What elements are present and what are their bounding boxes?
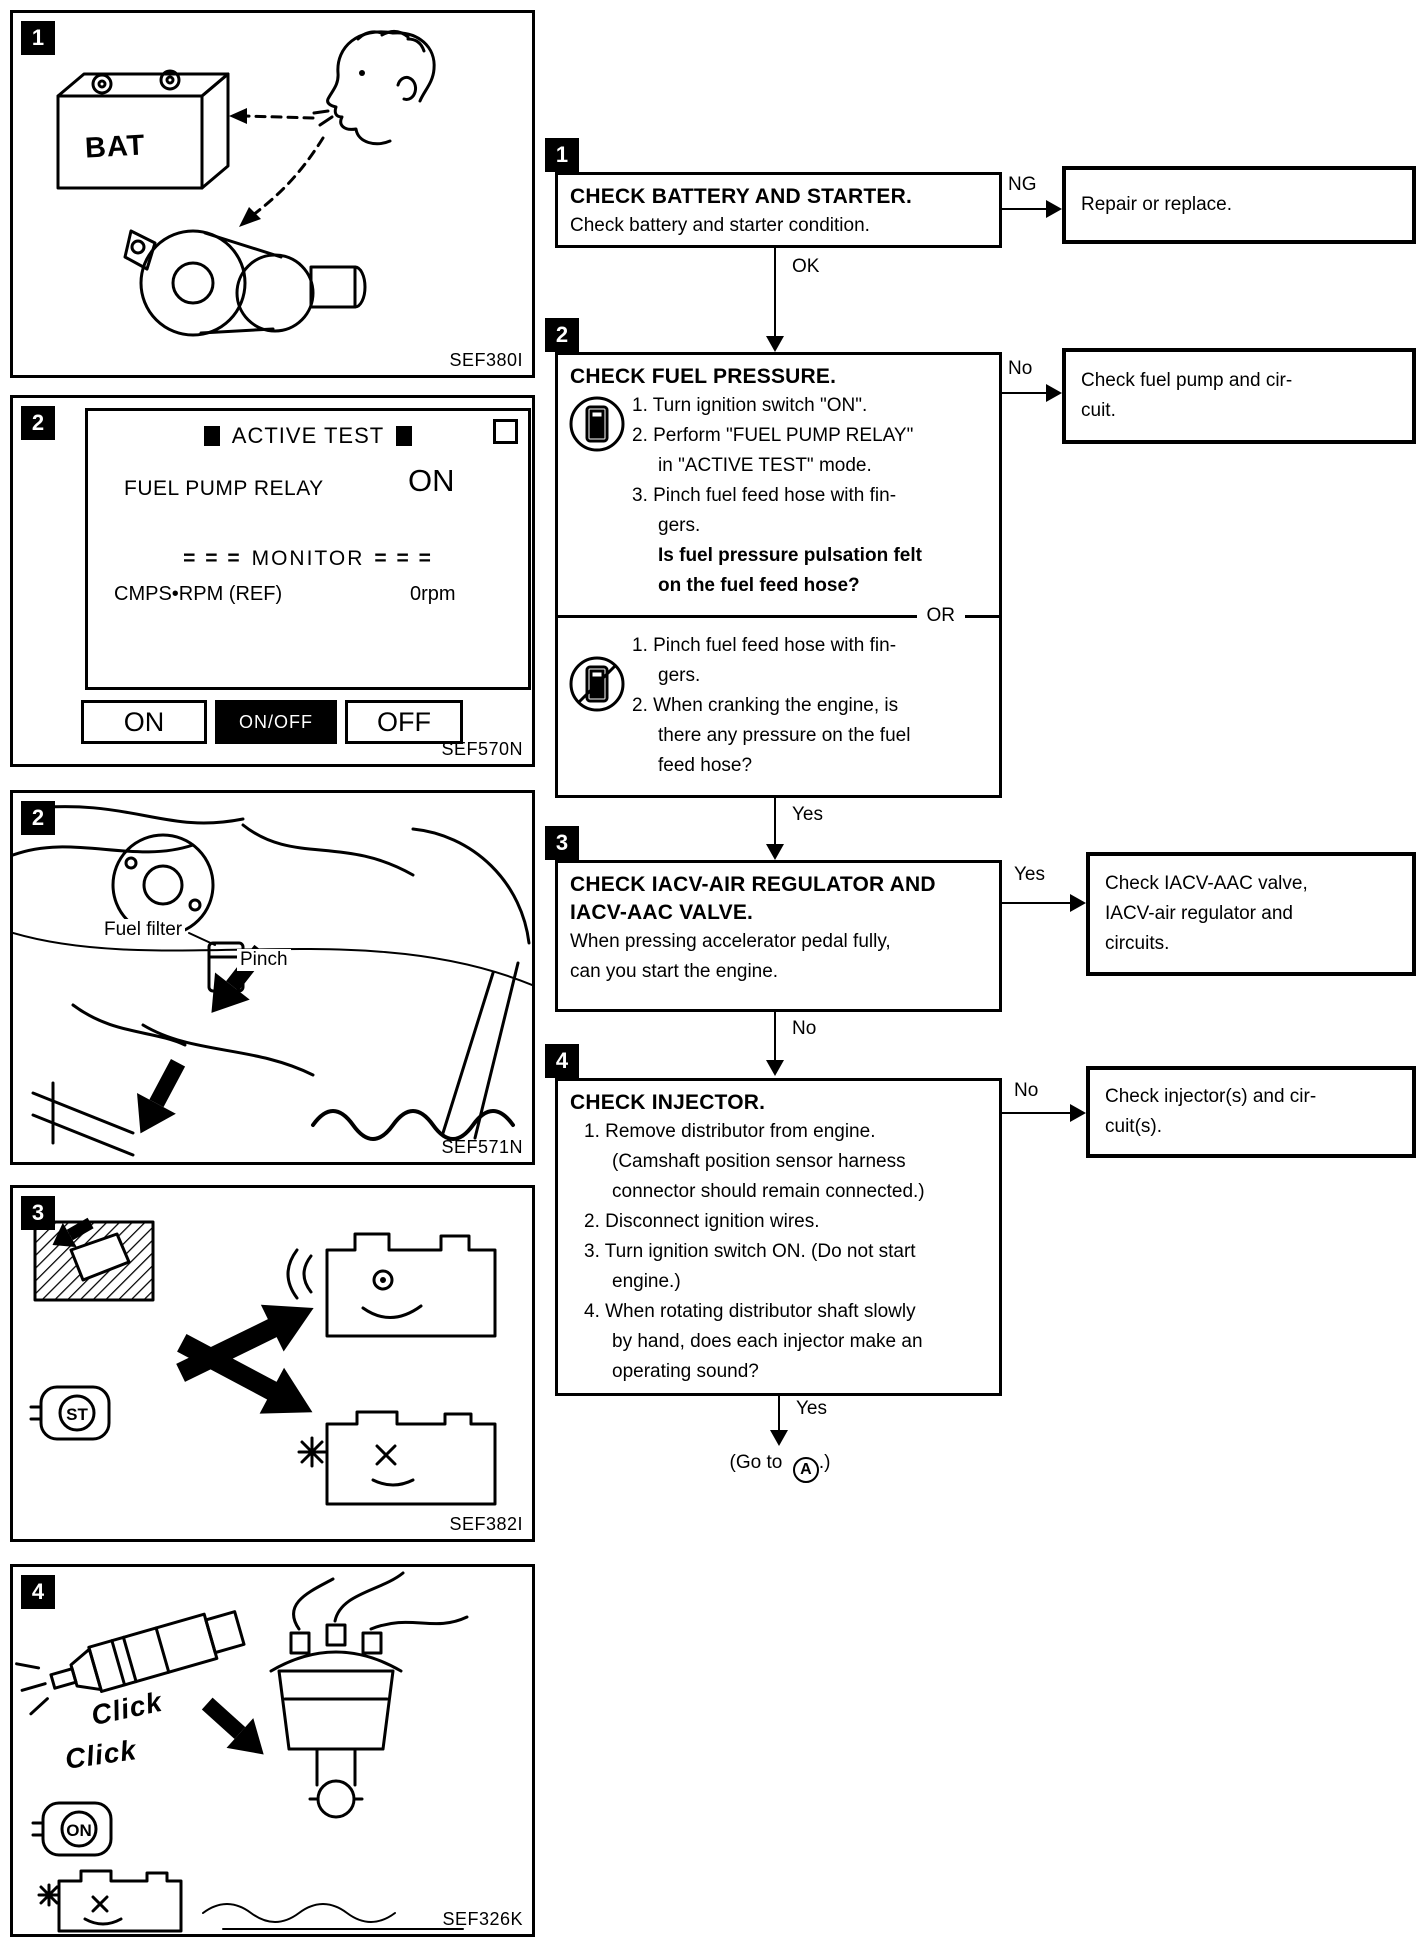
branch-label-ng: NG	[1008, 174, 1037, 195]
flow-box-line: 3. Pinch fuel feed hose with fin-	[632, 485, 897, 506]
flow-box-line: connector should remain connected.)	[612, 1181, 925, 1202]
flow-box-line: 3. Turn ignition switch ON. (Do not start	[584, 1241, 916, 1262]
click-sound-label-1: Click	[88, 1685, 166, 1732]
flow-box-question-line: on the fuel feed hose?	[658, 575, 860, 596]
flow-connector	[1002, 392, 1048, 394]
monitor-divider-left: = = =	[183, 547, 242, 570]
no-consult-tool-icon	[568, 655, 626, 713]
flow-connector	[1002, 1112, 1072, 1114]
result-line: circuits.	[1105, 933, 1170, 954]
or-divider-line	[965, 615, 999, 618]
branch-label-no: No	[1014, 1080, 1039, 1101]
screen-corner-checkbox-icon	[493, 419, 518, 444]
cmps-rpm-label: CMPS•RPM (REF)	[114, 583, 283, 605]
branch-label-yes: Yes	[796, 1398, 827, 1419]
figure-code-label: SEF571N	[441, 1137, 523, 1157]
ignition-key-st-label: ST	[66, 1405, 88, 1424]
flow-arrowhead-down	[766, 1060, 784, 1076]
branch-label-no: No	[1008, 358, 1033, 379]
branch-label-no: No	[792, 1018, 817, 1039]
or-divider-label: OR	[926, 605, 955, 626]
figure-code-label: SEF380I	[449, 350, 523, 370]
goto-text-post: .)	[818, 1452, 831, 1473]
flow-arrowhead-right	[1046, 384, 1062, 402]
flow-arrowhead-down	[770, 1430, 788, 1446]
relay-test-value: ON	[408, 463, 455, 498]
flow-arrowhead-right	[1070, 894, 1086, 912]
result-line: Check IACV-AAC valve,	[1105, 873, 1308, 894]
flow-box-title: IACV-AAC VALVE.	[570, 901, 754, 924]
figure-step-badge: 3	[21, 1196, 55, 1230]
accelerator-test-illustration	[13, 1188, 532, 1539]
result-line: cuit(s).	[1105, 1116, 1162, 1137]
monitor-divider-right: = = =	[374, 547, 433, 570]
consult-on-off-button: ON/OFF	[215, 700, 337, 744]
figure-code-label: SEF570N	[441, 739, 523, 759]
flow-box-check-iacv	[555, 860, 1002, 1012]
result-box-iacv	[1086, 852, 1416, 976]
figure-panel-consult-screen	[10, 395, 535, 767]
figure-panel-battery-starter	[10, 10, 535, 378]
result-box-injector	[1086, 1066, 1416, 1158]
flow-box-check-fuel-pressure	[555, 352, 1002, 798]
flow-step-badge-1: 1	[545, 138, 579, 172]
flow-connector	[774, 1012, 776, 1062]
flow-arrowhead-down	[766, 844, 784, 860]
flow-box-line: feed hose?	[658, 755, 753, 776]
flow-box-line: 2. Perform "FUEL PUMP RELAY"	[632, 425, 914, 446]
flow-connector	[774, 798, 776, 846]
flow-box-line: 2. When cranking the engine, is	[632, 695, 899, 716]
flow-box-line: 1. Pinch fuel feed hose with fin-	[632, 635, 897, 656]
monitor-divider-row	[88, 547, 528, 571]
figure-code-label: SEF382I	[449, 1514, 523, 1534]
flow-box-line: 2. Disconnect ignition wires.	[584, 1211, 820, 1232]
flow-box-title: CHECK INJECTOR.	[570, 1091, 766, 1114]
flow-step-badge-4: 4	[545, 1044, 579, 1078]
flow-box-line: When pressing accelerator pedal fully,	[570, 931, 891, 952]
flow-connector	[1002, 902, 1072, 904]
flow-step-badge-2: 2	[545, 318, 579, 352]
black-square-icon	[204, 426, 220, 446]
goto-a-note	[620, 1452, 940, 1483]
flow-box-line: (Camshaft position sensor harness	[612, 1151, 906, 1172]
result-line: Check injector(s) and cir-	[1105, 1086, 1317, 1107]
flow-box-title: CHECK BATTERY AND STARTER.	[570, 185, 912, 208]
figure-code-label: SEF326K	[442, 1909, 523, 1929]
result-line: Check fuel pump and cir-	[1081, 370, 1293, 391]
flow-box-title: CHECK FUEL PRESSURE.	[570, 365, 837, 388]
consult-tool-icon	[568, 395, 626, 453]
flow-box-question-line: Is fuel pressure pulsation felt	[658, 545, 922, 566]
flow-box-line: gers.	[658, 665, 701, 686]
pinch-label: Pinch	[237, 949, 291, 971]
flow-box-line: there any pressure on the fuel	[658, 725, 911, 746]
or-divider-line	[558, 615, 917, 618]
flow-box-line: can you start the engine.	[570, 961, 779, 982]
flow-box-line: 1. Remove distributor from engine.	[584, 1121, 876, 1142]
flow-arrowhead-right	[1046, 200, 1062, 218]
figure-step-badge: 2	[21, 406, 55, 440]
or-divider	[558, 602, 999, 630]
ignition-key-on-label: ON	[66, 1821, 92, 1840]
click-sound-label-2: Click	[63, 1734, 139, 1775]
result-line: cuit.	[1081, 400, 1116, 421]
branch-label-yes: Yes	[792, 804, 823, 825]
consult-off-button: OFF	[345, 700, 463, 744]
flow-box-line: 1. Turn ignition switch "ON".	[632, 395, 868, 416]
figure-step-badge: 1	[21, 21, 55, 55]
flow-box-line: 4. When rotating distributor shaft slowly	[584, 1301, 916, 1322]
monitor-divider-label: MONITOR	[251, 547, 365, 570]
result-line: Repair or replace.	[1081, 194, 1233, 215]
branch-label-yes: Yes	[1014, 864, 1045, 885]
flow-box-title: CHECK IACV-AIR REGULATOR AND	[570, 873, 936, 896]
flow-step-badge-3: 3	[545, 826, 579, 860]
figure-panel-accelerator-test	[10, 1185, 535, 1542]
consult-screen-title: ACTIVE TEST	[231, 423, 385, 448]
flow-connector	[778, 1396, 780, 1432]
consult-button-row	[13, 700, 532, 744]
flow-box-check-battery	[555, 172, 1002, 248]
result-box-repair-replace	[1062, 166, 1416, 244]
relay-test-label: FUEL PUMP RELAY	[124, 477, 324, 500]
branch-label-ok: OK	[792, 256, 820, 277]
flow-box-check-injector	[555, 1078, 1002, 1396]
flow-box-line: engine.)	[612, 1271, 681, 1292]
flow-arrowhead-right	[1070, 1104, 1086, 1122]
cmps-rpm-value: 0rpm	[410, 583, 456, 605]
battery-starter-illustration	[13, 13, 532, 375]
fuel-filter-label: Fuel filter	[101, 919, 185, 941]
figure-step-badge: 2	[21, 801, 55, 835]
figure-panel-engine-bay	[10, 790, 535, 1165]
consult-on-button: ON	[81, 700, 207, 744]
flow-box-line: gers.	[658, 515, 701, 536]
battery-bat-label: BAT	[84, 129, 147, 165]
figure-step-badge: 4	[21, 1575, 55, 1609]
engine-bay-illustration	[13, 793, 532, 1162]
result-box-fuel-pump	[1062, 348, 1416, 444]
flow-connector	[774, 248, 776, 336]
flow-box-line: Check battery and starter condition.	[570, 215, 870, 236]
flow-box-line: by hand, does each injector make an	[612, 1331, 923, 1352]
flow-box-line: operating sound?	[612, 1361, 759, 1382]
circled-a-icon: A	[793, 1457, 819, 1483]
black-square-icon	[396, 426, 412, 446]
goto-text-pre: (Go to	[729, 1452, 783, 1473]
result-line: IACV-air regulator and	[1105, 903, 1293, 924]
consult-screen-title-row	[88, 423, 528, 449]
flow-arrowhead-down	[766, 336, 784, 352]
figure-panel-injector-click	[10, 1564, 535, 1937]
consult-screen	[85, 408, 531, 690]
flow-box-line: in "ACTIVE TEST" mode.	[658, 455, 872, 476]
